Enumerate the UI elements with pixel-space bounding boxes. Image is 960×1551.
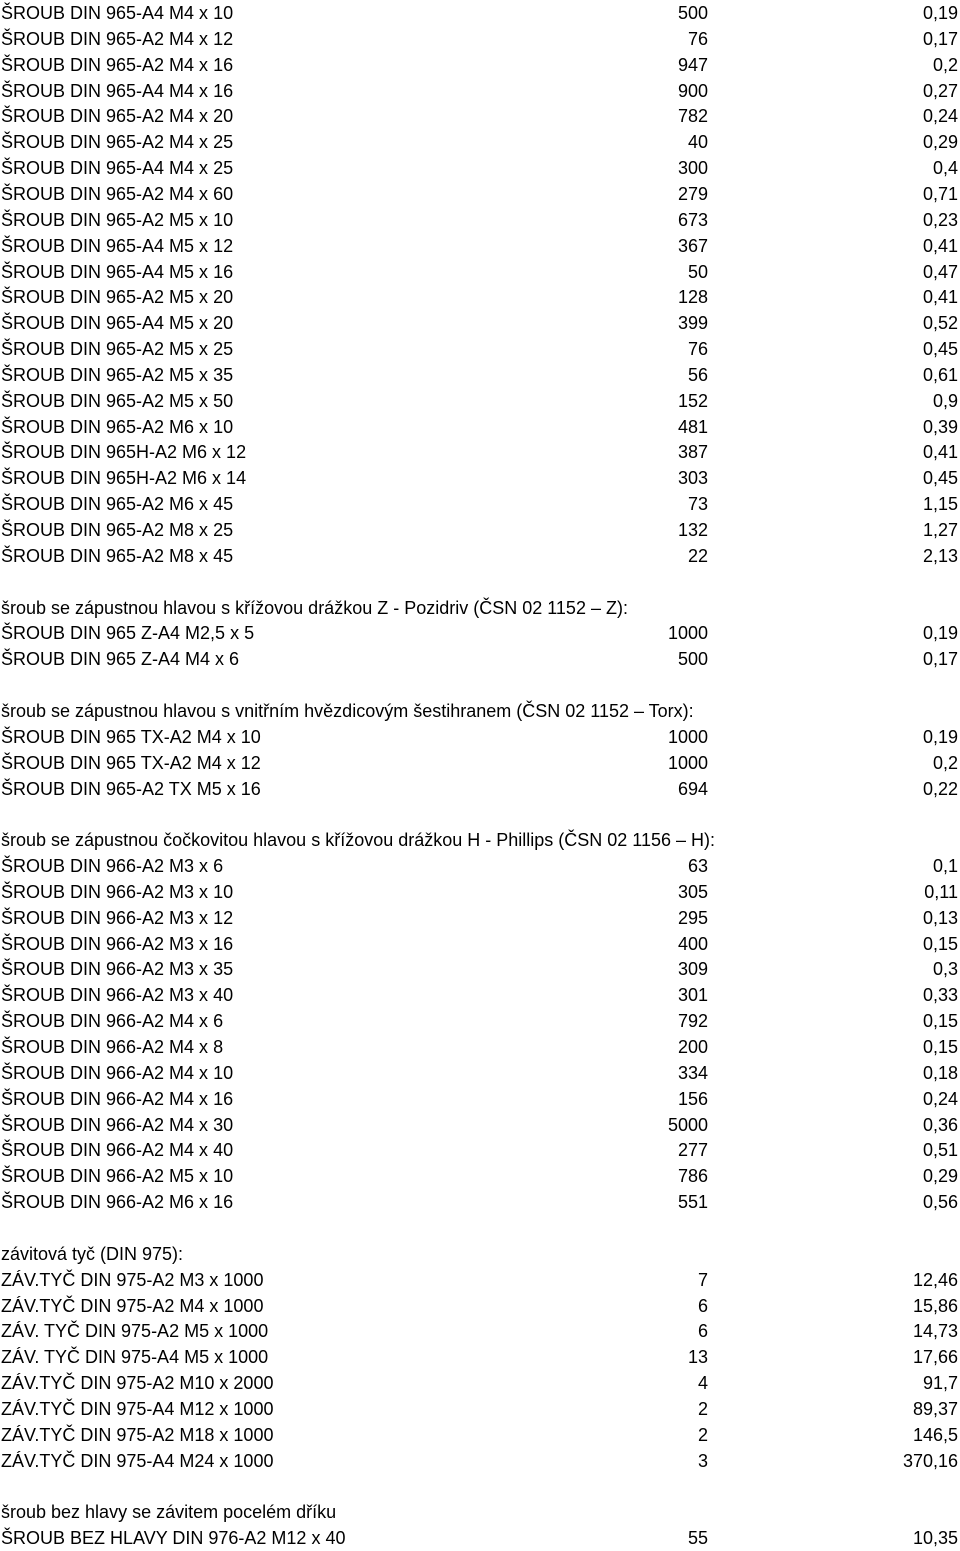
table-row <box>0 52 960 78</box>
table-row <box>0 1448 960 1474</box>
product-name: ŠROUB DIN 965-A4 M5 x 20 <box>1 313 234 334</box>
product-name: ŠROUB DIN 966-A2 M4 x 16 <box>1 1088 234 1109</box>
product-name: ŠROUB DIN 965-A2 M5 x 50 <box>1 390 234 411</box>
unit-price: 0,41 <box>922 287 958 308</box>
table-row <box>0 1344 960 1370</box>
stock-quantity: 40 <box>687 132 708 153</box>
section-heading <box>0 595 960 621</box>
table-row <box>0 1137 960 1163</box>
stock-quantity: 1000 <box>667 752 708 773</box>
stock-quantity: 152 <box>677 390 708 411</box>
unit-price: 15,86 <box>912 1295 958 1316</box>
product-name: ŠROUB DIN 965-A2 M5 x 20 <box>1 287 234 308</box>
stock-quantity: 5000 <box>667 1114 708 1135</box>
stock-quantity: 673 <box>677 209 708 230</box>
product-name: ŠROUB BEZ HLAVY DIN 976-A2 M12 x 40 <box>1 1528 346 1549</box>
unit-price: 0,56 <box>922 1192 958 1213</box>
stock-quantity: 400 <box>677 933 708 954</box>
table-row <box>0 439 960 465</box>
table-row <box>0 1422 960 1448</box>
stock-quantity: 1000 <box>667 726 708 747</box>
stock-quantity: 128 <box>677 287 708 308</box>
unit-price: 0,36 <box>922 1114 958 1135</box>
table-row <box>0 517 960 543</box>
stock-quantity: 295 <box>677 907 708 928</box>
unit-price: 0,47 <box>922 261 958 282</box>
table-row <box>0 388 960 414</box>
unit-price: 0,45 <box>922 468 958 489</box>
stock-quantity: 1000 <box>667 623 708 644</box>
unit-price: 91,7 <box>922 1373 958 1394</box>
stock-quantity: 792 <box>677 1011 708 1032</box>
stock-quantity: 4 <box>697 1373 708 1394</box>
unit-price: 0,19 <box>922 623 958 644</box>
stock-quantity: 3 <box>697 1450 708 1471</box>
unit-price: 0,41 <box>922 235 958 256</box>
unit-price: 0,52 <box>922 313 958 334</box>
unit-price: 14,73 <box>912 1321 958 1342</box>
unit-price: 0,18 <box>922 1062 958 1083</box>
product-name: ŠROUB DIN 965-A4 M4 x 16 <box>1 80 234 101</box>
section-heading-text: šroub se zápustnou hlavou s křížovou drážkou Z - Pozidriv (ČSN 02 1152 – Z): <box>1 597 628 618</box>
product-name: ŠROUB DIN 965 Z-A4 M2,5 x 5 <box>1 623 255 644</box>
product-name: ŠROUB DIN 965-A2 M8 x 25 <box>1 520 234 540</box>
unit-price: 0,71 <box>922 183 958 204</box>
stock-quantity: 76 <box>687 28 708 49</box>
unit-price: 0,61 <box>922 364 958 385</box>
table-row <box>0 620 960 646</box>
table-row <box>0 233 960 259</box>
table-row <box>0 491 960 517</box>
table-row <box>0 1189 960 1215</box>
unit-price: 0,11 <box>924 881 958 902</box>
product-name: ŠROUB DIN 965-A2 TX M5 x 16 <box>1 778 261 799</box>
table-row <box>0 207 960 233</box>
unit-price: 146,5 <box>912 1424 958 1445</box>
unit-price: 0,23 <box>922 209 958 230</box>
stock-quantity: 387 <box>677 442 708 463</box>
product-name: ŠROUB DIN 965-A2 M4 x 12 <box>1 28 234 49</box>
unit-price: 89,37 <box>912 1398 958 1419</box>
unit-price: 0,24 <box>922 106 958 127</box>
product-name: ZÁV.TYČ DIN 975-A2 M10 x 2000 <box>1 1373 274 1394</box>
product-name: ZÁV.TYČ DIN 975-A2 M18 x 1000 <box>1 1424 274 1445</box>
unit-price: 2,13 <box>922 545 958 566</box>
stock-quantity: 305 <box>677 881 708 902</box>
product-name: ŠROUB DIN 966-A2 M3 x 35 <box>1 959 234 980</box>
table-row <box>0 1525 960 1551</box>
table-row <box>0 1060 960 1086</box>
product-name: ŠROUB DIN 965-A2 M4 x 20 <box>1 106 234 127</box>
unit-price: 0,9 <box>932 390 958 411</box>
unit-price: 0,2 <box>932 752 958 773</box>
stock-quantity: 13 <box>687 1347 708 1368</box>
table-row <box>0 853 960 879</box>
product-name: ŠROUB DIN 965-A2 M4 x 25 <box>1 132 234 153</box>
unit-price: 0,29 <box>922 132 958 153</box>
stock-quantity: 481 <box>677 416 708 437</box>
unit-price: 0,29 <box>922 1166 958 1187</box>
table-row <box>0 982 960 1008</box>
stock-quantity: 2 <box>697 1398 708 1419</box>
unit-price: 0,17 <box>922 28 958 49</box>
product-name: ŠROUB DIN 965-A4 M4 x 10 <box>1 3 234 23</box>
product-name: ŠROUB DIN 966-A2 M3 x 40 <box>1 985 234 1006</box>
stock-quantity: 399 <box>677 313 708 334</box>
product-name: ŠROUB DIN 966-A2 M4 x 40 <box>1 1140 234 1161</box>
table-row <box>0 879 960 905</box>
stock-quantity: 55 <box>687 1528 708 1549</box>
table-row <box>0 103 960 129</box>
product-name: ZÁV. TYČ DIN 975-A2 M5 x 1000 <box>1 1321 269 1342</box>
table-row <box>0 362 960 388</box>
unit-price: 0,24 <box>922 1088 958 1109</box>
unit-price: 0,2 <box>932 54 958 75</box>
unit-price: 1,27 <box>922 520 958 540</box>
stock-quantity: 786 <box>677 1166 708 1187</box>
product-name: ŠROUB DIN 965 TX-A2 M4 x 12 <box>1 752 261 773</box>
stock-quantity: 200 <box>677 1037 708 1057</box>
unit-price: 0,22 <box>922 778 958 799</box>
product-name: ŠROUB DIN 966-A2 M3 x 16 <box>1 933 234 954</box>
stock-quantity: 694 <box>677 778 708 799</box>
product-name: ŠROUB DIN 965-A4 M5 x 16 <box>1 261 234 282</box>
unit-price: 0,33 <box>922 985 958 1006</box>
table-row <box>0 284 960 310</box>
stock-quantity: 56 <box>687 364 708 385</box>
table-row <box>0 0 960 26</box>
table-row <box>0 1267 960 1293</box>
unit-price: 1,15 <box>922 494 958 515</box>
product-name: ZÁV.TYČ DIN 975-A2 M3 x 1000 <box>1 1269 264 1290</box>
unit-price: 0,15 <box>922 1011 958 1032</box>
unit-price: 12,46 <box>912 1269 958 1290</box>
table-row <box>0 1396 960 1422</box>
stock-quantity: 2 <box>697 1424 708 1445</box>
stock-quantity: 76 <box>687 339 708 360</box>
product-name: ŠROUB DIN 966-A2 M3 x 10 <box>1 881 234 902</box>
section-heading <box>0 827 960 853</box>
table-row <box>0 336 960 362</box>
product-name: ŠROUB DIN 965-A4 M4 x 25 <box>1 158 234 179</box>
product-name: ŠROUB DIN 966-A2 M4 x 8 <box>1 1037 224 1057</box>
stock-quantity: 132 <box>677 520 708 540</box>
table-row <box>0 543 960 569</box>
table-row <box>0 465 960 491</box>
stock-quantity: 279 <box>677 183 708 204</box>
unit-price: 0,51 <box>922 1140 958 1161</box>
section-heading <box>0 698 960 724</box>
table-row <box>0 956 960 982</box>
stock-quantity: 500 <box>677 649 708 670</box>
table-row <box>0 155 960 181</box>
unit-price: 0,15 <box>922 1037 958 1057</box>
table-row <box>0 1008 960 1034</box>
table-row <box>0 78 960 104</box>
stock-quantity: 156 <box>677 1088 708 1109</box>
unit-price: 0,19 <box>922 3 958 23</box>
stock-quantity: 300 <box>677 158 708 179</box>
stock-quantity: 303 <box>677 468 708 489</box>
unit-price: 0,15 <box>922 933 958 954</box>
section-heading-text: šroub bez hlavy se závitem pocelém dříku <box>1 1502 337 1523</box>
unit-price: 0,45 <box>922 339 958 360</box>
section-heading <box>0 1499 960 1525</box>
stock-quantity: 6 <box>697 1295 708 1316</box>
section-heading-text: šroub se zápustnou hlavou s vnitřním hvězdicovým šestihranem (ČSN 02 1152 – Torx): <box>1 700 694 721</box>
table-row <box>0 1370 960 1396</box>
stock-quantity: 63 <box>687 856 708 877</box>
unit-price: 0,13 <box>922 907 958 928</box>
product-name: ŠROUB DIN 965-A2 M5 x 35 <box>1 364 234 385</box>
product-name: ŠROUB DIN 965-A2 M5 x 10 <box>1 209 234 230</box>
product-name: ZÁV.TYČ DIN 975-A4 M24 x 1000 <box>1 1450 274 1471</box>
table-row <box>0 181 960 207</box>
stock-quantity: 551 <box>677 1192 708 1213</box>
table-row <box>0 259 960 285</box>
unit-price: 370,16 <box>902 1450 958 1471</box>
unit-price: 0,27 <box>922 80 958 101</box>
stock-quantity: 500 <box>677 3 708 23</box>
unit-price: 0,3 <box>932 959 958 980</box>
table-row <box>0 26 960 52</box>
product-name: ŠROUB DIN 966-A2 M5 x 10 <box>1 1166 234 1187</box>
table-row <box>0 129 960 155</box>
table-row <box>0 646 960 672</box>
product-name: ŠROUB DIN 965H-A2 M6 x 12 <box>1 442 247 463</box>
product-name: ŠROUB DIN 965-A4 M5 x 12 <box>1 235 234 256</box>
product-name: ŠROUB DIN 966-A2 M3 x 12 <box>1 907 234 928</box>
section-heading <box>0 1241 960 1267</box>
product-name: ŠROUB DIN 966-A2 M3 x 6 <box>1 856 224 877</box>
unit-price: 0,4 <box>932 158 958 179</box>
table-row <box>0 414 960 440</box>
product-name: ŠROUB DIN 965-A2 M8 x 45 <box>1 545 234 566</box>
stock-quantity: 22 <box>687 545 708 566</box>
table-row <box>0 750 960 776</box>
product-name: ŠROUB DIN 965-A2 M4 x 16 <box>1 54 234 75</box>
table-row <box>0 1112 960 1138</box>
product-name: ŠROUB DIN 965 TX-A2 M4 x 10 <box>1 726 261 747</box>
table-row <box>0 1086 960 1112</box>
stock-quantity: 73 <box>687 494 708 515</box>
stock-quantity: 367 <box>677 235 708 256</box>
table-row <box>0 905 960 931</box>
unit-price: 0,39 <box>922 416 958 437</box>
stock-quantity: 301 <box>677 985 708 1006</box>
table-row <box>0 1034 960 1060</box>
stock-quantity: 947 <box>677 54 708 75</box>
product-name: ŠROUB DIN 966-A2 M4 x 10 <box>1 1062 234 1083</box>
product-name: ŠROUB DIN 965-A2 M6 x 10 <box>1 416 234 437</box>
product-name: ZÁV.TYČ DIN 975-A2 M4 x 1000 <box>1 1295 264 1316</box>
table-row <box>0 724 960 750</box>
product-name: ŠROUB DIN 965-A2 M5 x 25 <box>1 339 234 360</box>
stock-quantity: 6 <box>697 1321 708 1342</box>
unit-price: 0,41 <box>922 442 958 463</box>
table-row <box>0 1163 960 1189</box>
product-name: ŠROUB DIN 966-A2 M6 x 16 <box>1 1192 234 1213</box>
product-name: ŠROUB DIN 965-A2 M6 x 45 <box>1 494 234 515</box>
stock-quantity: 334 <box>677 1062 708 1083</box>
stock-quantity: 277 <box>677 1140 708 1161</box>
stock-quantity: 50 <box>687 261 708 282</box>
unit-price: 0,1 <box>932 856 958 877</box>
stock-quantity: 309 <box>677 959 708 980</box>
stock-quantity: 7 <box>697 1269 708 1290</box>
table-row <box>0 776 960 802</box>
section-heading-text: šroub se zápustnou čočkovitou hlavou s křížovou drážkou H - Phillips (ČSN 02 1156 – H): <box>1 830 716 851</box>
product-name: ŠROUB DIN 966-A2 M4 x 30 <box>1 1114 234 1135</box>
section-heading-text: závitová tyč (DIN 975): <box>1 1243 184 1264</box>
table-row <box>0 310 960 336</box>
unit-price: 0,19 <box>922 726 958 747</box>
stock-quantity: 900 <box>677 80 708 101</box>
product-name: ŠROUB DIN 966-A2 M4 x 6 <box>1 1011 224 1032</box>
unit-price: 17,66 <box>912 1347 958 1368</box>
unit-price: 0,17 <box>922 649 958 670</box>
product-name: ŠROUB DIN 965-A2 M4 x 60 <box>1 183 234 204</box>
product-name: ZÁV.TYČ DIN 975-A4 M12 x 1000 <box>1 1398 274 1419</box>
product-name: ŠROUB DIN 965H-A2 M6 x 14 <box>1 468 247 489</box>
table-row <box>0 1318 960 1344</box>
table-row <box>0 1293 960 1319</box>
product-name: ŠROUB DIN 965 Z-A4 M4 x 6 <box>1 649 240 670</box>
unit-price: 10,35 <box>912 1528 958 1549</box>
table-row <box>0 931 960 957</box>
stock-quantity: 782 <box>677 106 708 127</box>
product-name: ZÁV. TYČ DIN 975-A4 M5 x 1000 <box>1 1347 269 1368</box>
